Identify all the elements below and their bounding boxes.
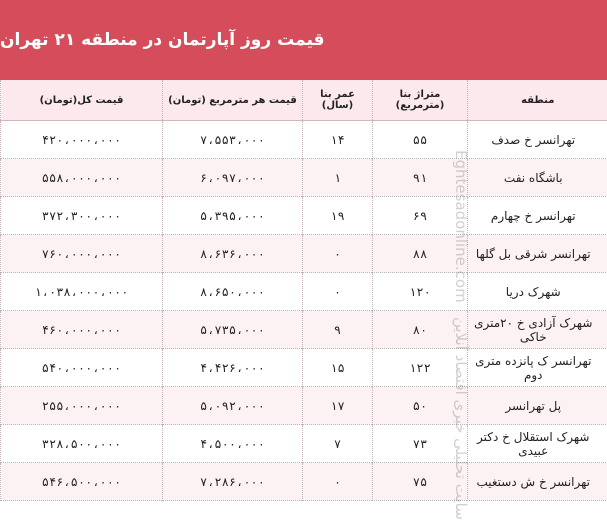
table-row: [1, 425, 607, 463]
cell-age: ۷: [303, 425, 373, 463]
table-row: [1, 197, 607, 235]
cell-price-per-meter: ۴،۵۰۰،۰۰۰: [163, 425, 303, 463]
cell-total-price: ۵۴۰،۰۰۰،۰۰۰: [1, 349, 163, 387]
cell-age: ۱۴: [303, 121, 373, 159]
cell-price-per-meter: ۵،۳۹۵،۰۰۰: [163, 197, 303, 235]
cell-age: ۱۷: [303, 387, 373, 425]
cell-size: ۹۱: [373, 159, 468, 197]
table-row: [1, 311, 607, 349]
price-table: [0, 80, 607, 501]
cell-area: تهرانسر شرقی بل گلها: [468, 235, 607, 273]
cell-price-per-meter: ۸،۶۳۶،۰۰۰: [163, 235, 303, 273]
cell-area: باشگاه نفت: [468, 159, 607, 197]
cell-size: ۵۵: [373, 121, 468, 159]
table-row: [1, 387, 607, 425]
cell-size: ۸۸: [373, 235, 468, 273]
cell-total-price: ۵۴۶،۵۰۰،۰۰۰: [1, 463, 163, 501]
cell-total-price: ۲۵۵،۰۰۰،۰۰۰: [1, 387, 163, 425]
page-title: قیمت روز آپارتمان در منطقه ۲۱ تهران: [0, 0, 607, 80]
cell-size: ۶۹: [373, 197, 468, 235]
header-price-per-meter: قیمت هر مترمربع (تومان): [163, 80, 303, 121]
cell-area: پل تهرانسر: [468, 387, 607, 425]
cell-price-per-meter: ۷،۲۸۶،۰۰۰: [163, 463, 303, 501]
cell-total-price: ۱،۰۳۸،۰۰۰،۰۰۰: [1, 273, 163, 311]
table-row: [1, 121, 607, 159]
cell-price-per-meter: ۴،۴۲۶،۰۰۰: [163, 349, 303, 387]
table-row: [1, 235, 607, 273]
table-row: [1, 349, 607, 387]
cell-total-price: ۳۲۸،۵۰۰،۰۰۰: [1, 425, 163, 463]
cell-area: تهرانسر ک پانزده متری دوم: [468, 349, 607, 387]
header-row: [1, 80, 607, 121]
table-row: [1, 463, 607, 501]
cell-area: تهرانسر خ ش دستغیب: [468, 463, 607, 501]
cell-size: ۷۵: [373, 463, 468, 501]
cell-area: شهرک آزادی خ ۲۰متری خاکی: [468, 311, 607, 349]
cell-total-price: ۴۶۰،۰۰۰،۰۰۰: [1, 311, 163, 349]
cell-total-price: ۵۵۸،۰۰۰،۰۰۰: [1, 159, 163, 197]
cell-area: تهرانسر خ صدف: [468, 121, 607, 159]
cell-age: ۱۵: [303, 349, 373, 387]
header-age: عمر بنا (سال): [303, 80, 373, 121]
header-area: منطقه: [468, 80, 607, 121]
header-total-price: قیمت کل(تومان): [1, 80, 163, 121]
cell-age: ۰: [303, 273, 373, 311]
table-row: [1, 273, 607, 311]
watermark-brand: سایت تحلیلی خبری اقتصاد آنلاین: [452, 317, 470, 520]
cell-price-per-meter: ۵،۷۳۵،۰۰۰: [163, 311, 303, 349]
cell-area: شهرک دریا: [468, 273, 607, 311]
cell-age: ۱: [303, 159, 373, 197]
cell-price-per-meter: ۵،۰۹۲،۰۰۰: [163, 387, 303, 425]
cell-age: ۹: [303, 311, 373, 349]
cell-total-price: ۴۲۰،۰۰۰،۰۰۰: [1, 121, 163, 159]
cell-price-per-meter: ۶،۰۹۷،۰۰۰: [163, 159, 303, 197]
cell-size: ۷۳: [373, 425, 468, 463]
cell-size: ۱۲۰: [373, 273, 468, 311]
cell-age: ۰: [303, 463, 373, 501]
cell-size: ۱۲۲: [373, 349, 468, 387]
cell-price-per-meter: ۷،۵۵۳،۰۰۰: [163, 121, 303, 159]
cell-area: تهرانسر خ چهارم: [468, 197, 607, 235]
table-row: [1, 159, 607, 197]
cell-area: شهرک استقلال خ دکتر عبیدی: [468, 425, 607, 463]
cell-total-price: ۳۷۲،۳۰۰،۰۰۰: [1, 197, 163, 235]
cell-age: ۰: [303, 235, 373, 273]
watermark-site: Eghtesadonline.com: [452, 150, 470, 303]
cell-total-price: ۷۶۰،۰۰۰،۰۰۰: [1, 235, 163, 273]
cell-age: ۱۹: [303, 197, 373, 235]
header-size: متراژ بنا (مترمربع): [373, 80, 468, 121]
cell-size: ۸۰: [373, 311, 468, 349]
cell-size: ۵۰: [373, 387, 468, 425]
cell-price-per-meter: ۸،۶۵۰،۰۰۰: [163, 273, 303, 311]
